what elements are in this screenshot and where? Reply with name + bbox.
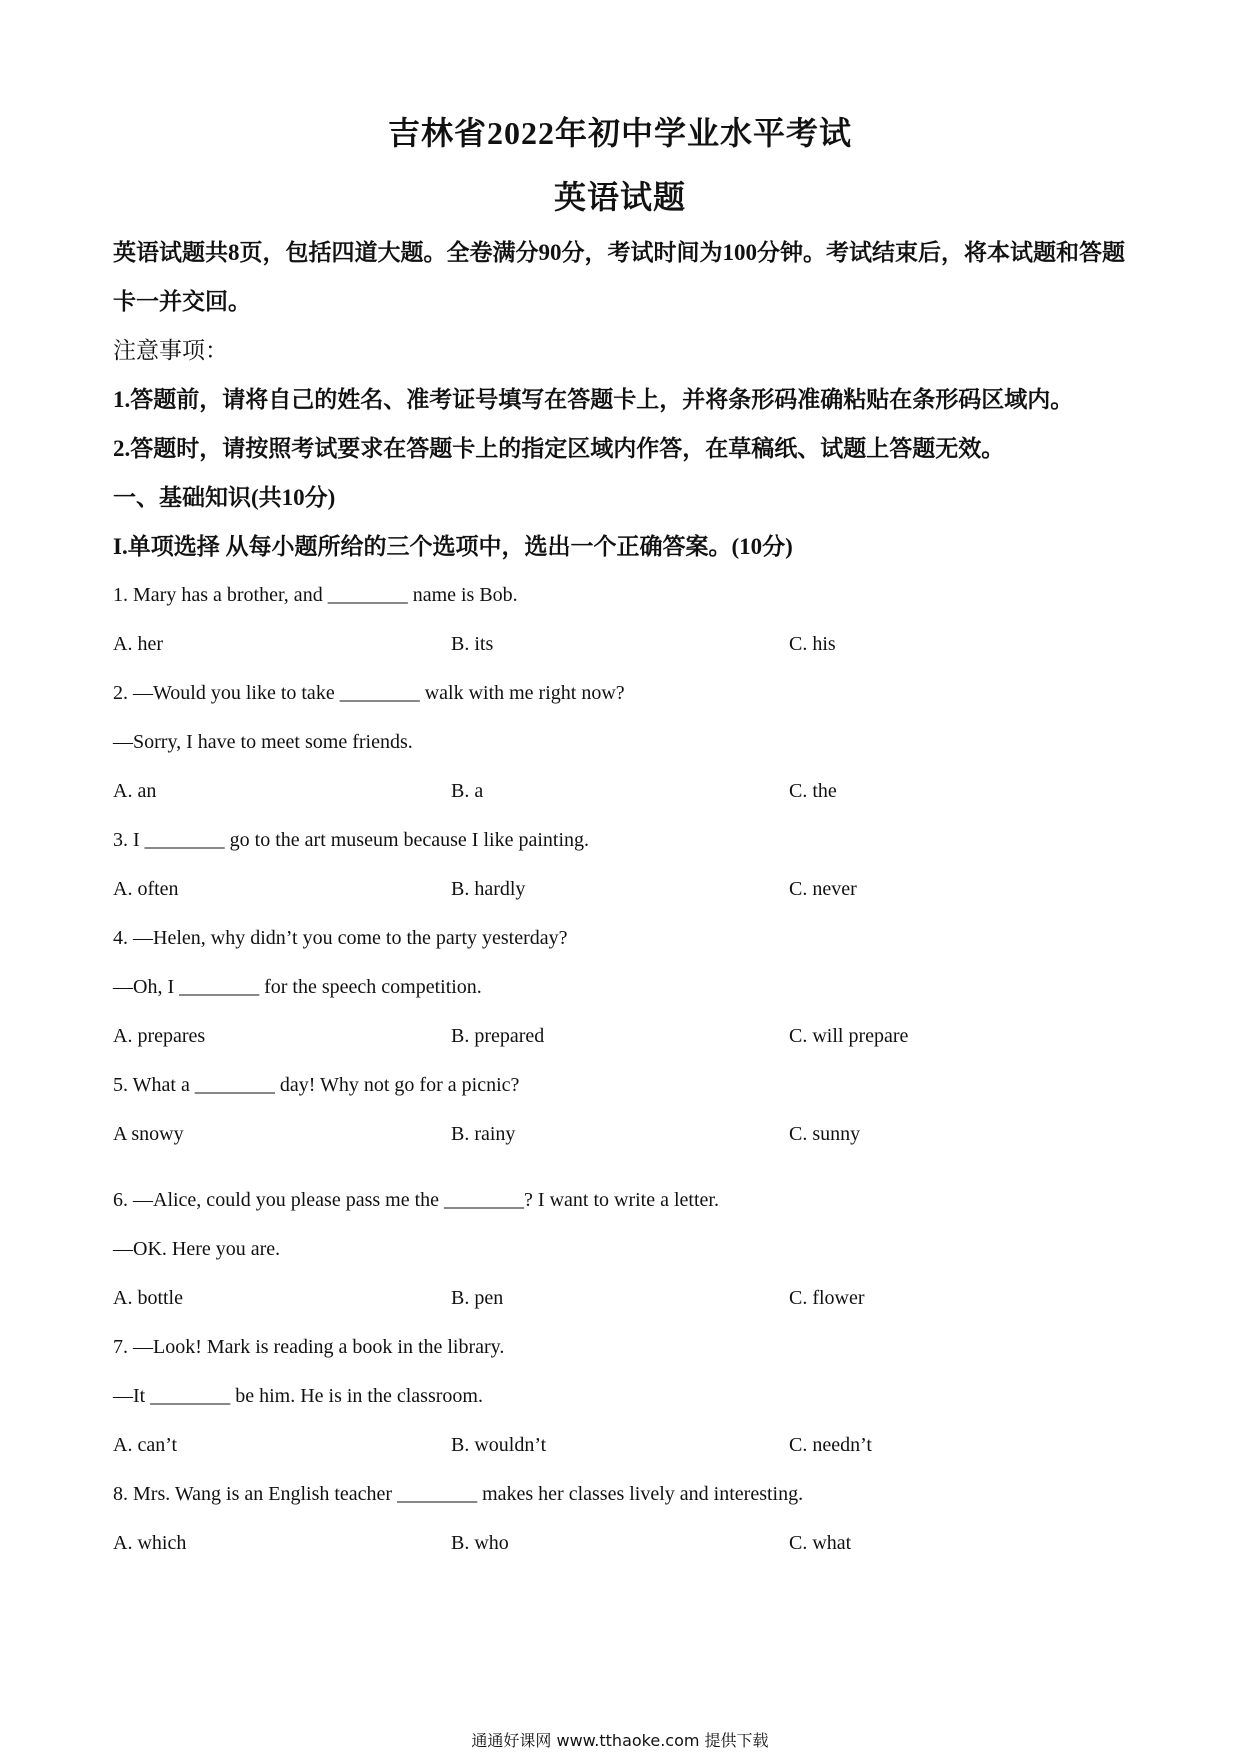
option-b: B. prepared bbox=[451, 1025, 545, 1047]
exam-content bbox=[113, 228, 1133, 1568]
question-options bbox=[113, 1274, 1133, 1323]
option-a: A snowy bbox=[113, 1123, 184, 1145]
question-stem: 5. What a ________ day! Why not go for a picnic? bbox=[113, 1074, 520, 1096]
question-stem: 7. —Look! Mark is reading a book in the library. bbox=[113, 1336, 505, 1358]
exam-title: 吉林省2022年初中学业水平考试 bbox=[387, 115, 852, 151]
section-title: 一、基础知识(共10分) bbox=[113, 485, 336, 510]
question bbox=[113, 914, 1133, 1061]
notice-item-1: 1.答题前，请将自己的姓名、准考证号填写在答题卡上，并将条形码准确粘贴在条形码区域内。 bbox=[113, 387, 1074, 412]
question-stem: 4. —Helen, why didn’t you come to the party yesterday? bbox=[113, 927, 568, 949]
option-b: B. its bbox=[451, 633, 494, 655]
question bbox=[113, 1176, 1133, 1323]
spacer bbox=[113, 1159, 1133, 1176]
option-b: B. pen bbox=[451, 1287, 504, 1309]
option-a: A. her bbox=[113, 633, 163, 655]
question-options bbox=[113, 1012, 1133, 1061]
option-c: C. sunny bbox=[789, 1123, 861, 1145]
option-c: C. flower bbox=[789, 1287, 865, 1309]
question-options bbox=[113, 1421, 1133, 1470]
option-b: B. wouldn’t bbox=[451, 1434, 547, 1456]
question-stem: 8. Mrs. Wang is an English teacher ________ makes her classes lively and interesting. bbox=[113, 1483, 804, 1505]
option-a: A. an bbox=[113, 780, 157, 802]
question-options bbox=[113, 767, 1133, 816]
option-b: B. hardly bbox=[451, 878, 526, 900]
question-options bbox=[113, 1519, 1133, 1568]
question-stem: 2. —Would you like to take ________ walk with me right now? bbox=[113, 682, 625, 704]
question-reply: —Sorry, I have to meet some friends. bbox=[113, 731, 413, 753]
question-stem: 1. Mary has a brother, and ________ name is Bob. bbox=[113, 584, 518, 606]
exam-subtitle: 英语试题 bbox=[553, 179, 686, 215]
option-b: B. who bbox=[451, 1532, 509, 1554]
question-stem: 6. —Alice, could you please pass me the ________? I want to write a letter. bbox=[113, 1189, 719, 1211]
option-a: A. bottle bbox=[113, 1287, 183, 1309]
question bbox=[113, 816, 1133, 914]
option-c: C. will prepare bbox=[789, 1025, 909, 1047]
question-options bbox=[113, 865, 1133, 914]
question-reply: —OK. Here you are. bbox=[113, 1238, 281, 1260]
question bbox=[113, 669, 1133, 816]
exam-description: 英语试题共8页，包括四道大题。全卷满分90分，考试时间为100分钟。考试结束后，将本试题和答题卡一并交回。 bbox=[113, 240, 1125, 314]
notice-title: 注意事项： bbox=[113, 338, 228, 363]
question-stem: 3. I ________ go to the art museum because I like painting. bbox=[113, 829, 590, 851]
question bbox=[113, 1061, 1133, 1159]
option-a: A. can’t bbox=[113, 1434, 178, 1456]
option-b: B. rainy bbox=[451, 1123, 516, 1145]
option-b: B. a bbox=[451, 780, 484, 802]
question-reply: —Oh, I ________ for the speech competition. bbox=[113, 976, 482, 998]
option-c: C. needn’t bbox=[789, 1434, 872, 1456]
question-options bbox=[113, 620, 1133, 669]
option-c: C. the bbox=[789, 780, 837, 802]
notice-item-2: 2.答题时，请按照考试要求在答题卡上的指定区域内作答，在草稿纸、试题上答题无效。 bbox=[113, 436, 1005, 461]
option-c: C. what bbox=[789, 1532, 852, 1554]
footer-watermark: 通通好课网 www.tthaoke.com 提供下载 bbox=[471, 1731, 769, 1750]
question-reply: —It ________ be him. He is in the classroom. bbox=[113, 1385, 483, 1407]
part-title: I.单项选择 从每小题所给的三个选项中，选出一个正确答案。(10分) bbox=[113, 534, 793, 559]
question bbox=[113, 571, 1133, 669]
option-a: A. often bbox=[113, 878, 179, 900]
question-options bbox=[113, 1110, 1133, 1159]
option-c: C. his bbox=[789, 633, 836, 655]
question bbox=[113, 1323, 1133, 1470]
question bbox=[113, 1470, 1133, 1568]
option-c: C. never bbox=[789, 878, 857, 900]
option-a: A. prepares bbox=[113, 1025, 206, 1047]
option-a: A. which bbox=[113, 1532, 187, 1554]
